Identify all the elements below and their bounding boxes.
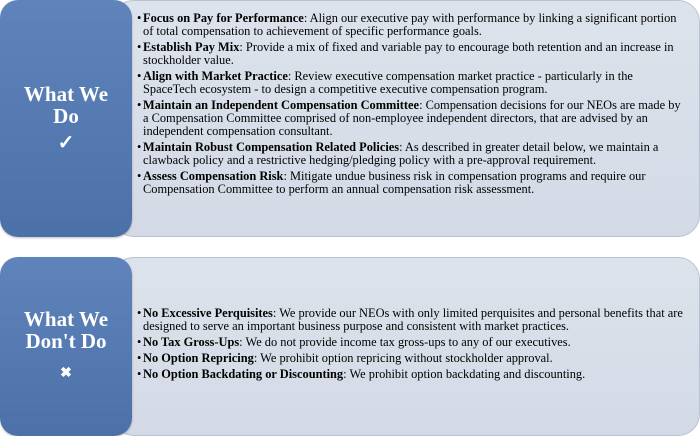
- what-we-do-tab: [0, 0, 132, 237]
- item-heading: No Option Repricing: [143, 351, 254, 365]
- item-heading: No Excessive Perquisites: [143, 306, 273, 320]
- list-item: • No Option Repricing: We prohibit option repricing without stockholder approval.: [137, 351, 553, 365]
- item-text: : Mitigate undue business risk in compensation programs and require our Compensation Committee to perform an annual compensation risk assessment.: [143, 169, 646, 196]
- cross-icon: ✖: [60, 365, 72, 381]
- list-item: • Align with Market Practice: Review executive compensation market practice - particularly in the SpaceTech ecosystem - to design a competitive executive compensation program.: [137, 69, 633, 96]
- item-heading: Establish Pay Mix: [143, 40, 240, 54]
- item-text: : We do not provide income tax gross-ups to any of our executives.: [239, 335, 571, 349]
- item-text: : We provide our NEOs with only limited perquisites and personal benefits that are designed to serve an important business purpose and consistent with market practices.: [143, 306, 683, 333]
- item-text: : We prohibit option backdating and discounting.: [343, 367, 586, 381]
- item-text: : Review executive compensation market practice - particularly in the SpaceTech ecosystem - to design a competitive executive compensation program.: [143, 69, 633, 96]
- list-item: • Establish Pay Mix: Provide a mix of fixed and variable pay to encourage both retention and an increase in stockholder value.: [137, 40, 674, 67]
- list-item: • Assess Compensation Risk: Mitigate undue business risk in compensation programs and require our Compensation Committee to perform an annual compensation risk assessment.: [137, 169, 646, 196]
- list-item: • No Option Backdating or Discounting: We prohibit option backdating and discounting.: [137, 367, 586, 381]
- item-text: : We prohibit option repricing without stockholder approval.: [253, 351, 553, 365]
- item-text: : Align our executive pay with performance by linking a significant portion of total compensation to achievement of specific performance goals.: [143, 11, 677, 38]
- what-we-do-title: What We Do: [23, 81, 109, 128]
- item-heading: Focus on Pay for Performance: [143, 11, 304, 25]
- item-heading: Assess Compensation Risk: [143, 169, 284, 183]
- checkmark-icon: ✓: [57, 131, 75, 154]
- item-heading: No Tax Gross-Ups: [143, 335, 240, 349]
- list-item: • Focus on Pay for Performance: Align our executive pay with performance by linking a significant portion of total compensation to achievement of specific performance goals.: [137, 11, 677, 38]
- item-heading: No Option Backdating or Discounting: [143, 367, 344, 381]
- what-we-dont-do-section: [0, 257, 700, 436]
- item-heading: Align with Market Practice: [143, 69, 288, 83]
- list-item: • Maintain Robust Compensation Related Policies: As described in greater detail below, we maintain a clawback policy and a restrictive hedging/pledging policy with a pre-approval requirement.: [137, 140, 659, 167]
- what-we-dont-do-list: [137, 307, 688, 384]
- what-we-do-list: [137, 12, 688, 199]
- list-item: • No Excessive Perquisites: We provide our NEOs with only limited perquisites and personal benefits that are designed to serve an important business purpose and consistent with market practices.: [137, 306, 683, 333]
- item-heading: Maintain an Independent Compensation Committee: [143, 98, 420, 112]
- item-text: : Compensation decisions for our NEOs are made by a Compensation Committee comprised of non-employee independent directors, that are advised by an independent compensation consultant.: [143, 98, 681, 138]
- item-text: : Provide a mix of fixed and variable pay to encourage both retention and an increase in stockholder value.: [143, 40, 674, 67]
- what-we-dont-do-tab: [0, 257, 132, 436]
- item-text: : As described in greater detail below, we maintain a clawback policy and a restrictive hedging/pledging policy with a pre-approval requirement.: [143, 140, 659, 167]
- item-heading: Maintain Robust Compensation Related Policies: [143, 140, 400, 154]
- what-we-dont-do-title: What We Don't Do: [23, 306, 109, 353]
- list-item: • No Tax Gross-Ups: We do not provide income tax gross-ups to any of our executives.: [137, 335, 571, 349]
- list-item: • Maintain an Independent Compensation Committee: Compensation decisions for our NEOs are made by a Compensation Committee comprised of non-employee independent directors, that are advised by an independent compensation consultant.: [137, 98, 681, 138]
